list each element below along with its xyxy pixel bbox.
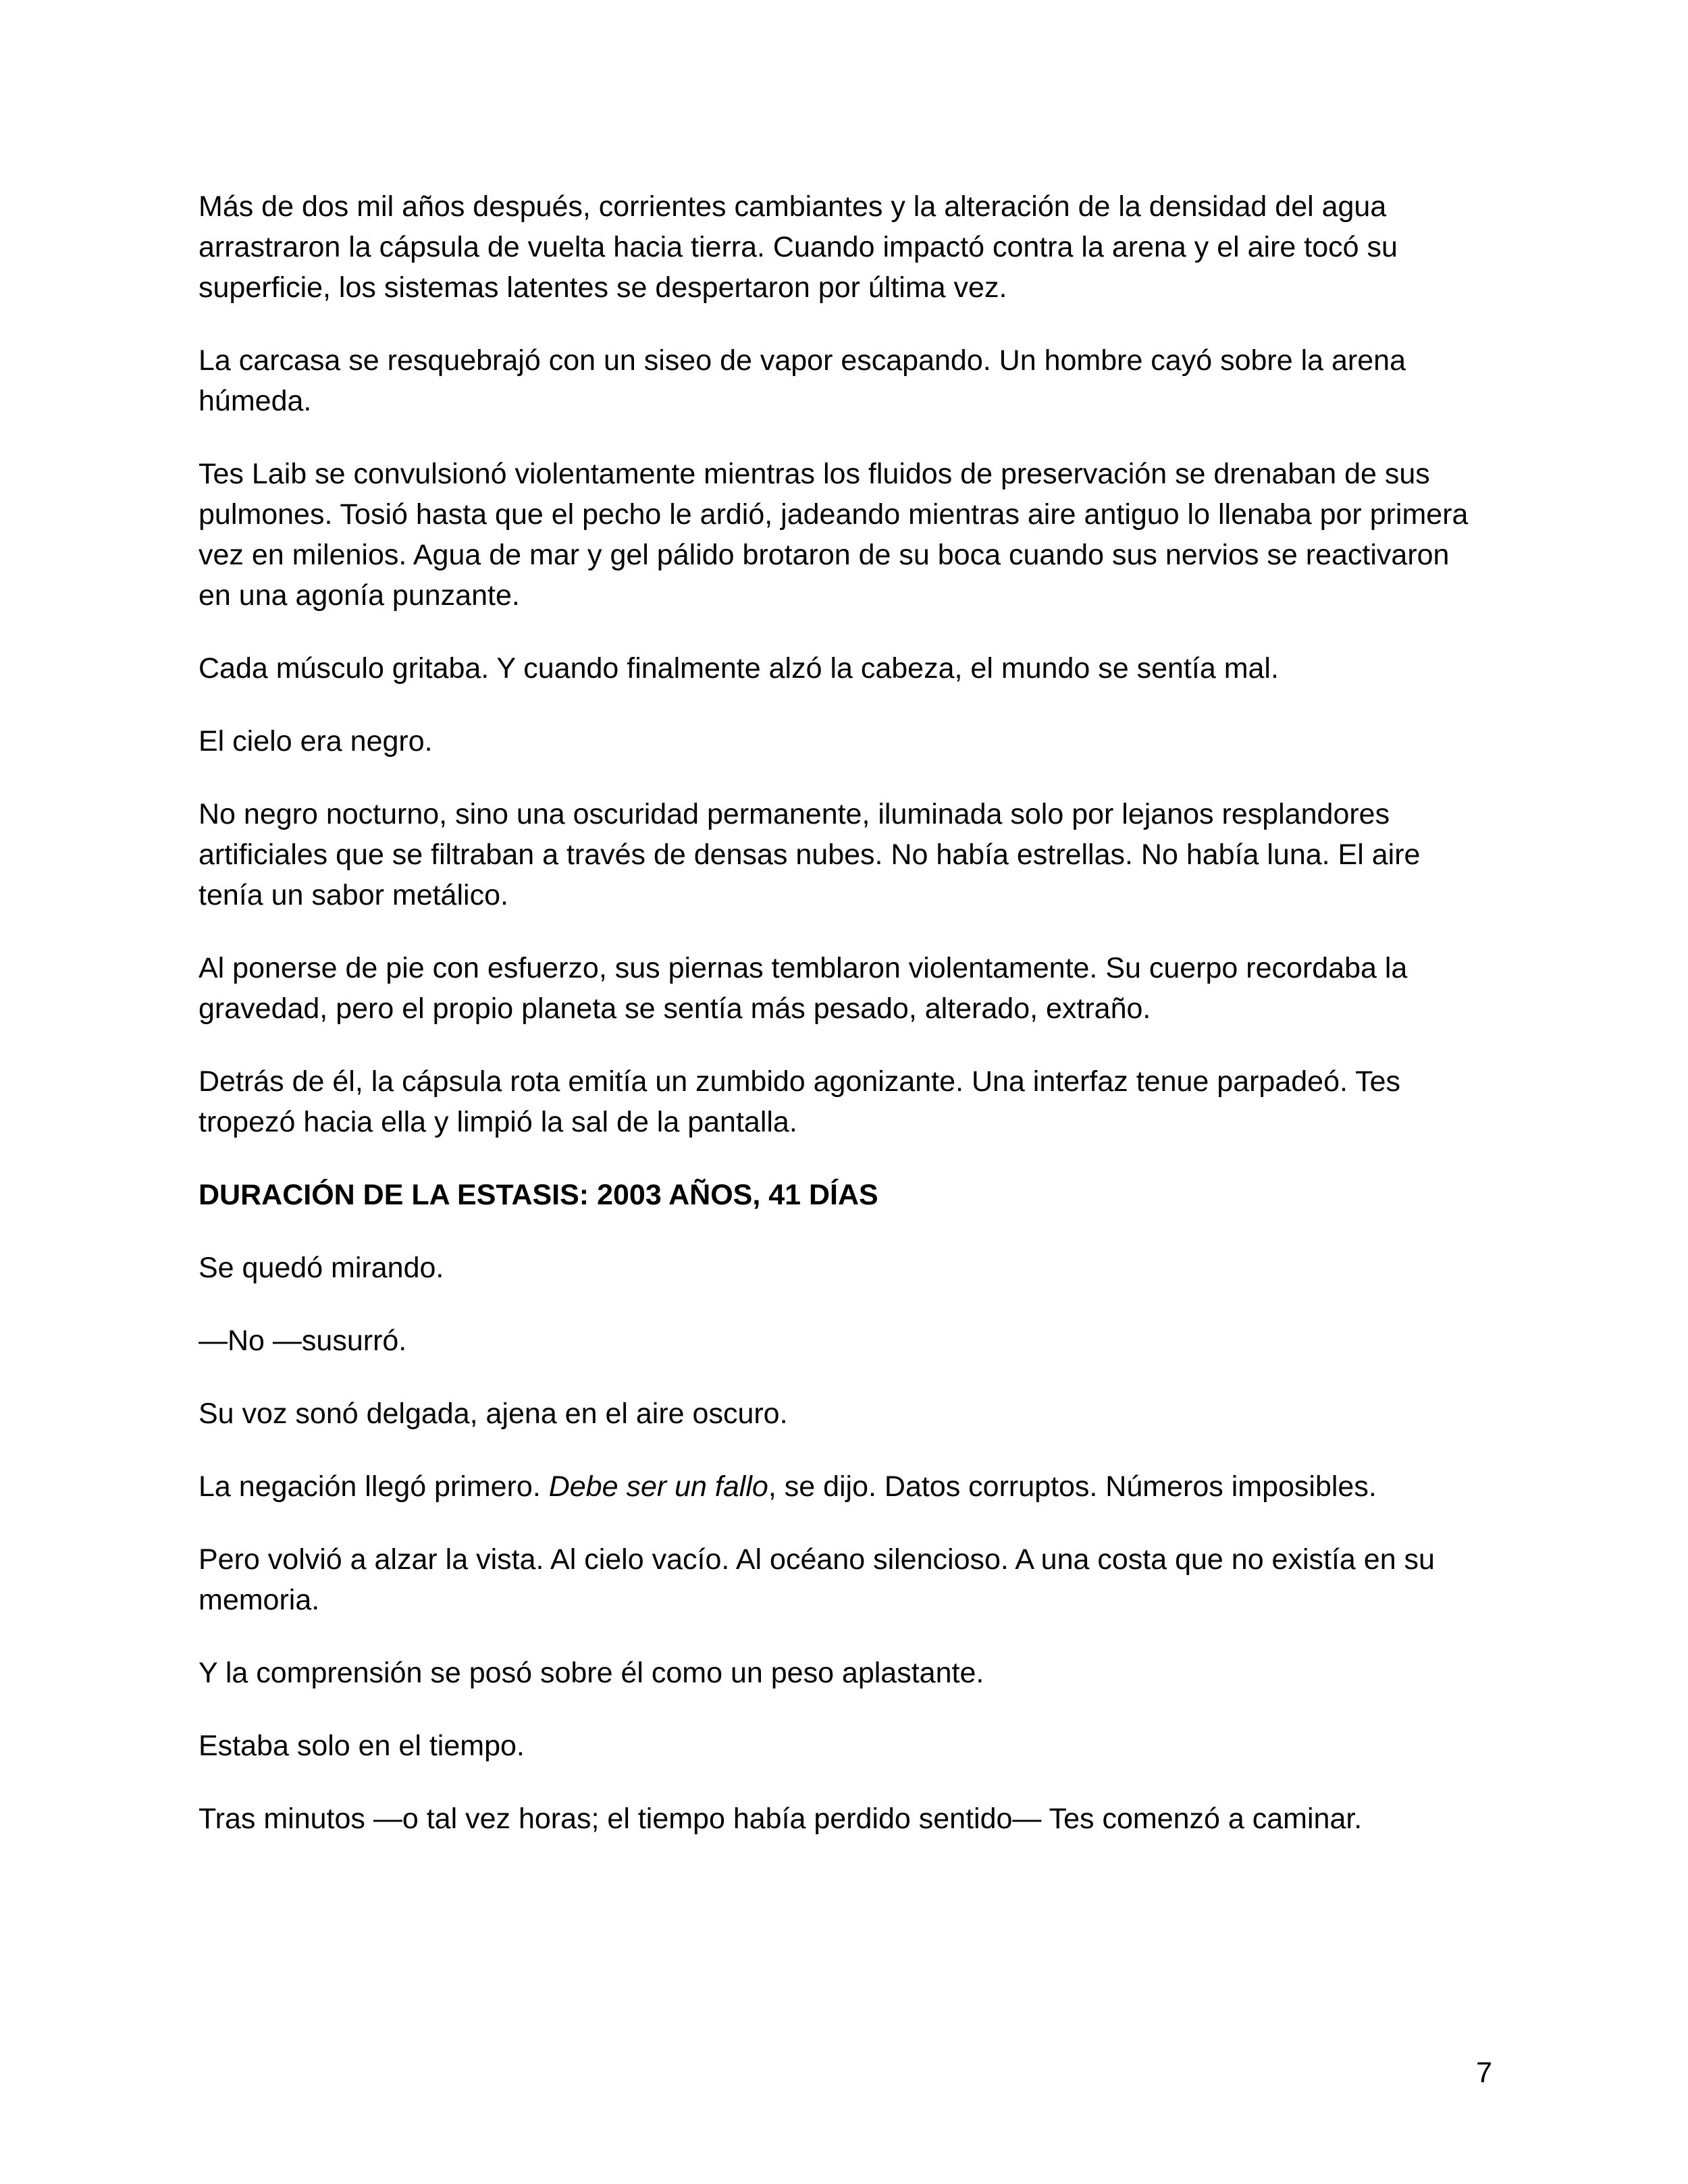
paragraph: Tras minutos —o tal vez horas; el tiempo había perdido sentido— Tes comenzó a caminar. xyxy=(199,1803,1363,1835)
paragraph-with-italic xyxy=(199,1466,1488,1507)
paragraph: Cada músculo gritaba. Y cuando finalmente alzó la cabeza, el mundo se sentía mal. xyxy=(199,652,1279,685)
paragraph: Pero volvió a alzar la vista. Al cielo vacío. Al océano silencioso. A una costa que no existía en su memoria. xyxy=(199,1543,1435,1616)
paragraph: Y la comprensión se posó sobre él como un peso aplastante. xyxy=(199,1657,984,1689)
body-text xyxy=(199,186,1488,1871)
paragraph: Más de dos mil años después, corrientes cambiantes y la alteración de la densidad del agua arrastraron la cápsula de vuelta hacia tierra. Cuando impactó contra la arena y el aire tocó su superficie, los sistemas latentes se despertaron por última vez. xyxy=(199,190,1398,304)
paragraph: Su voz sonó delgada, ajena en el aire oscuro. xyxy=(199,1397,788,1430)
paragraph: Se quedó mirando. xyxy=(199,1252,444,1284)
paragraph: Estaba solo en el tiempo. xyxy=(199,1730,525,1762)
paragraph: Al ponerse de pie con esfuerzo, sus piernas temblaron violentamente. Su cuerpo recordaba la gravedad, pero el propio planeta se sentía más pesado, alterado, extraño. xyxy=(199,952,1408,1025)
italic-thought: Debe ser un fallo xyxy=(548,1470,768,1503)
paragraph: Detrás de él, la cápsula rota emitía un zumbido agonizante. Una interfaz tenue parpadeó. Tes tropezó hacia ella y limpió la sal de la pantalla. xyxy=(199,1065,1401,1138)
paragraph: Tes Laib se convulsionó violentamente mientras los fluidos de preservación se drenaban de sus pulmones. Tosió hasta que el pecho le ardió, jadeando mientras aire antiguo lo llenaba por primera vez en milenios. Agua de mar y gel pálido brotaron de su boca cuando sus nervios se reactivaron en una agonía punzante. xyxy=(199,458,1469,612)
dialogue-paragraph: —No —susurró. xyxy=(199,1325,407,1357)
paragraph: No negro nocturno, sino una oscuridad permanente, iluminada solo por lejanos resplandores artificiales que se filtraban a través de densas nubes. No había estrellas. No había luna. El aire tenía un sabor metálico. xyxy=(199,798,1421,911)
page-number: 7 xyxy=(1476,2056,1492,2089)
paragraph: La carcasa se resquebrajó con un siseo de vapor escapando. Un hombre cayó sobre la arena húmeda. xyxy=(199,344,1406,417)
paragraph-text-after: , se dijo. Datos corruptos. Números imposibles. xyxy=(768,1470,1377,1503)
stasis-duration-heading: DURACIÓN DE LA ESTASIS: 2003 AÑOS, 41 DÍAS xyxy=(199,1179,878,1211)
paragraph: El cielo era negro. xyxy=(199,725,433,757)
paragraph-text-before: La negación llegó primero. xyxy=(199,1470,549,1503)
